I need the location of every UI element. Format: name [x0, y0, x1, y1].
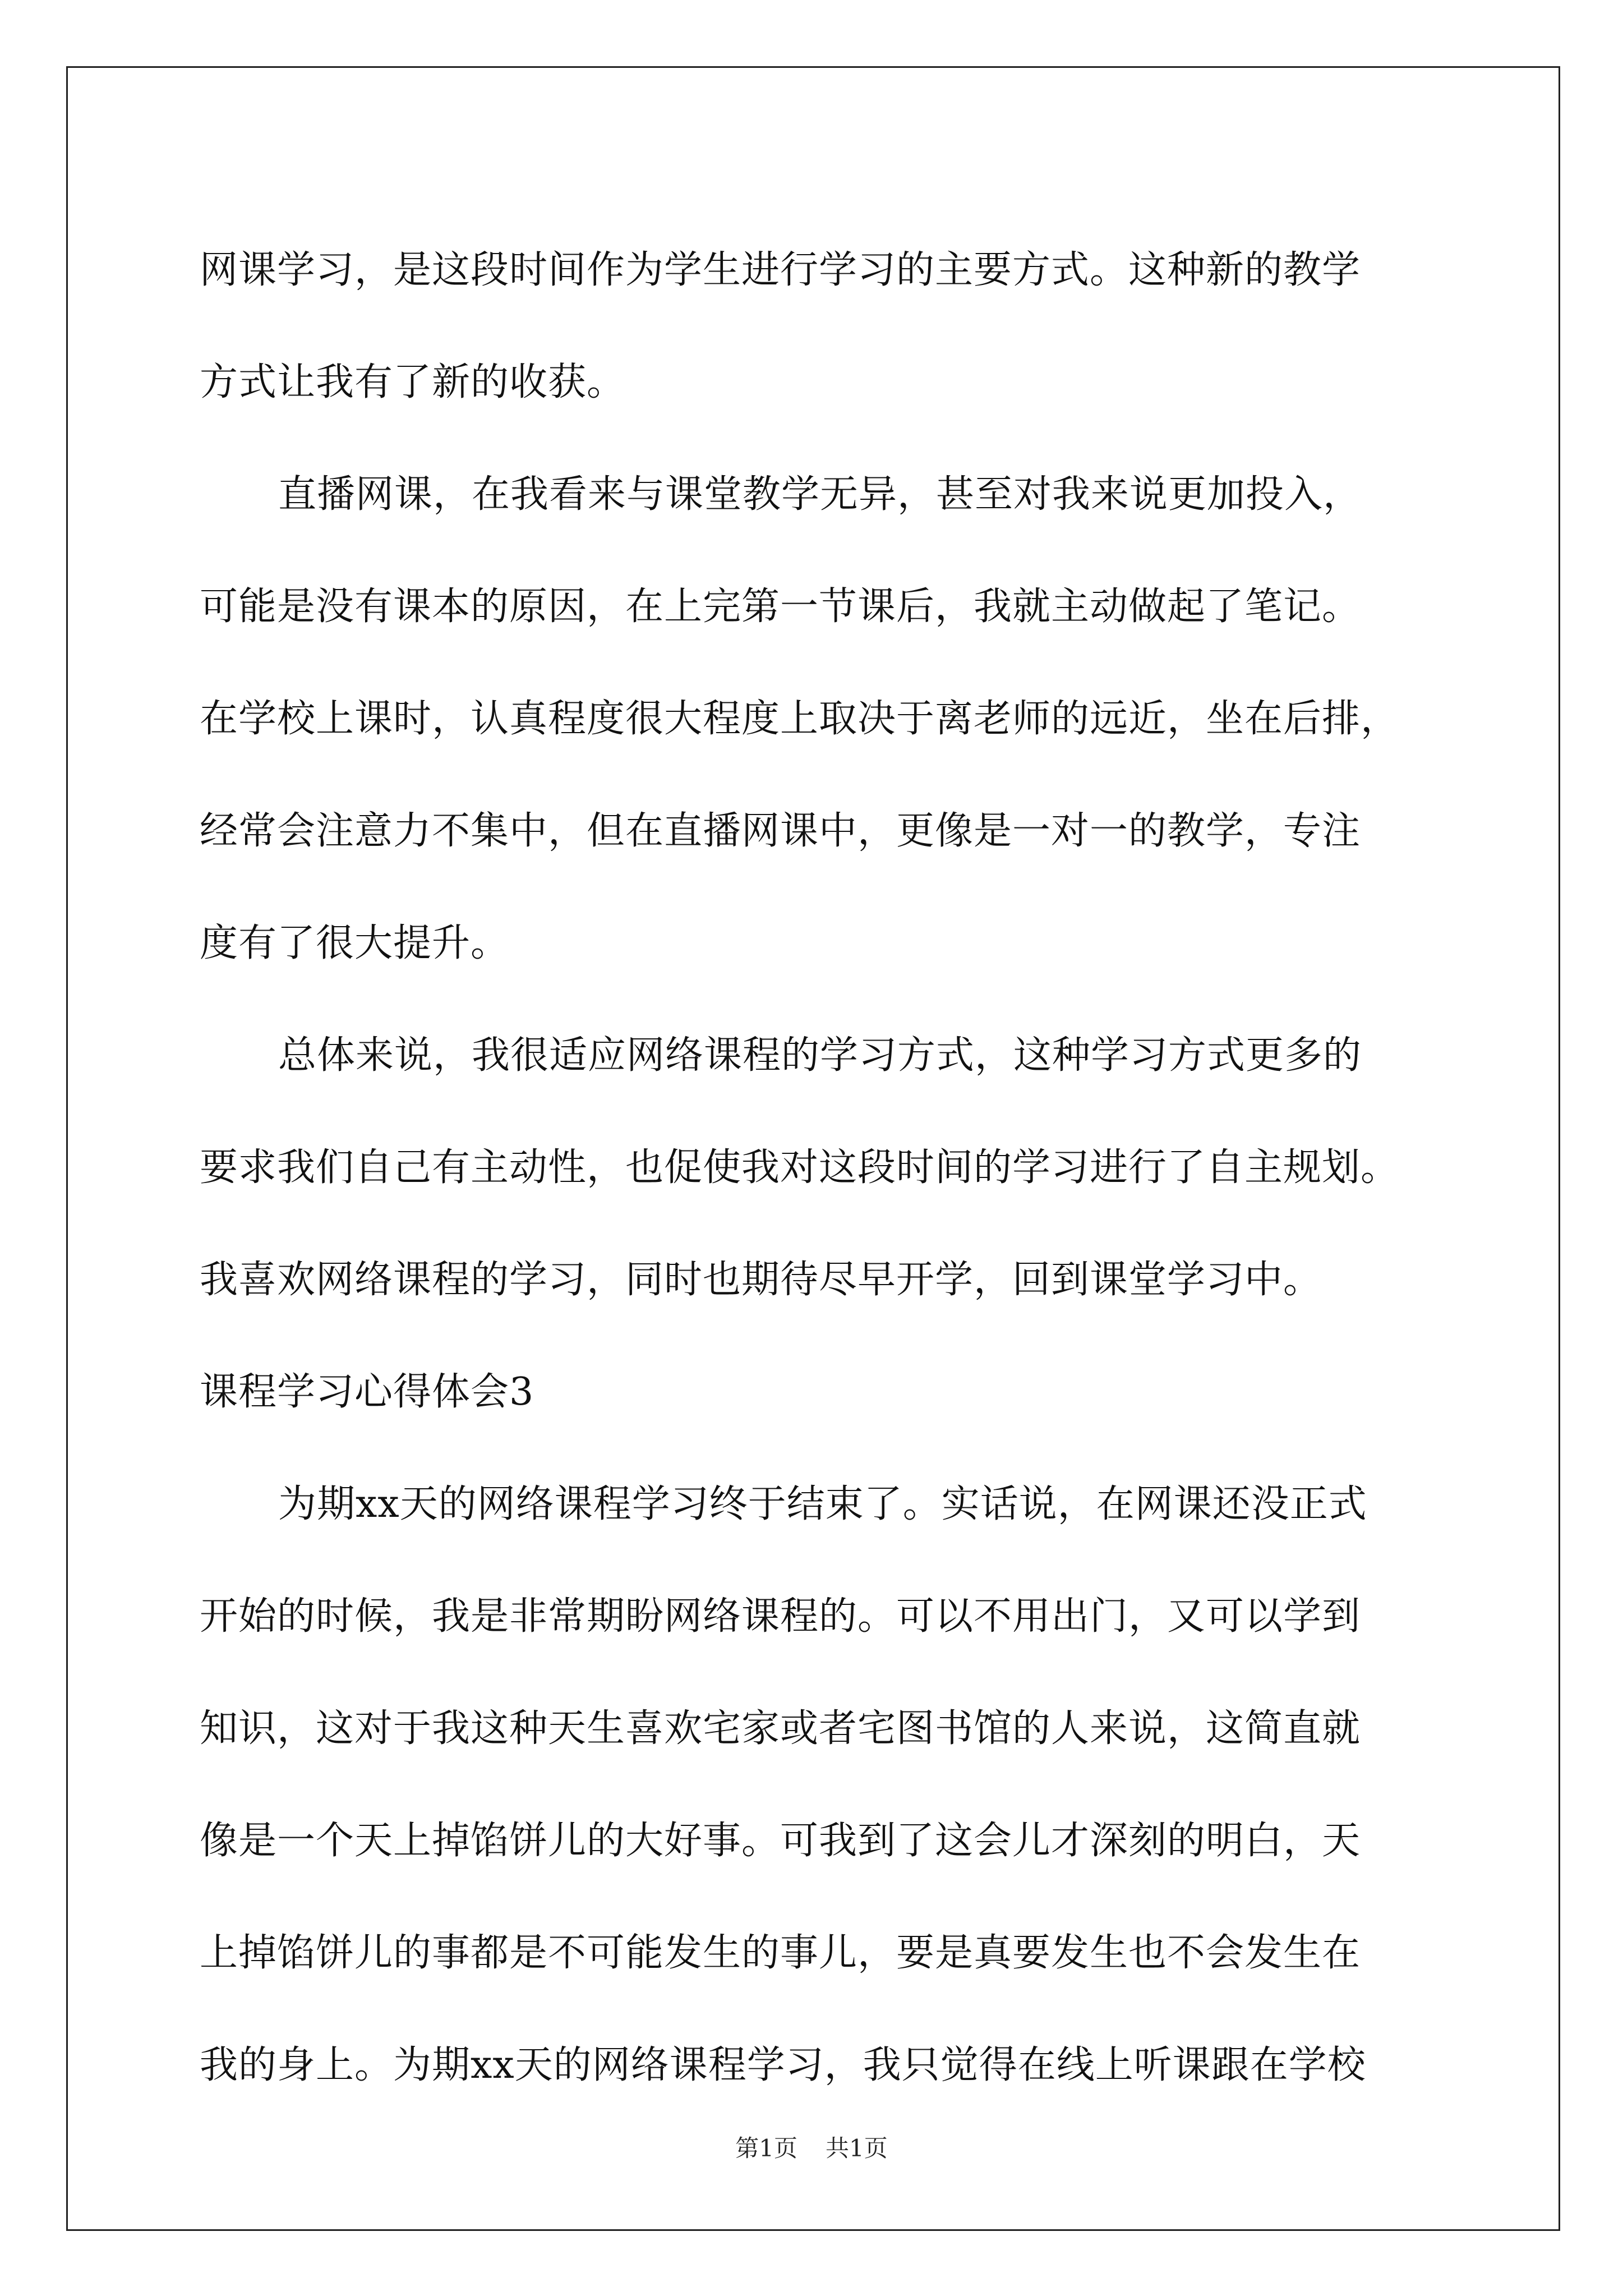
- paragraph-start-line: 总体来说，我很适应网络课程的学习方式，这种学习方式更多的: [278, 1033, 1362, 1078]
- paragraph-start-line: 直播网课，在我看来与课堂教学无异，甚至对我来说更加投入，: [278, 472, 1362, 517]
- text-line: 网课学习，是这段时间作为学生进行学习的主要方式。这种新的教学: [200, 248, 1361, 292]
- text-line: 可能是没有课本的原因，在上完第一节课后，我就主动做起了笔记。: [200, 585, 1361, 629]
- text-line: 知识，这对于我这种天生喜欢宅家或者宅图书馆的人来说，这简直就: [200, 1706, 1361, 1751]
- text-line: 上掉馅饼儿的事都是不可能发生的事儿，要是真要发生也不会发生在: [200, 1931, 1361, 1975]
- page-footer: [0, 2132, 1623, 2165]
- text-line: 像是一个天上掉馅饼儿的大好事。可我到了这会儿才深刻的明白，天: [200, 1819, 1361, 1863]
- text-line: 开始的时候，我是非常期盼网络课程的。可以不用出门，又可以学到: [200, 1594, 1361, 1639]
- text-line: 我喜欢网络课程的学习，同时也期待尽早开学，回到课堂学习中。: [200, 1258, 1322, 1302]
- page-number: 第1页: [735, 2134, 797, 2162]
- page-count: 共1页: [826, 2134, 888, 2162]
- text-line: 方式让我有了新的收获。: [200, 360, 626, 404]
- text-line: 要求我们自己有主动性，也促使我对这段时间的学习进行了自主规划。: [200, 1145, 1400, 1190]
- document-body: [200, 214, 1440, 2122]
- text-line: 在学校上课时，认真程度很大程度上取决于离老师的远近，坐在后排，: [200, 697, 1400, 741]
- text-line: 经常会注意力不集中，但在直播网课中，更像是一对一的教学，专注: [200, 809, 1361, 853]
- text-line: 度有了很大提升。: [200, 921, 510, 965]
- text-line: 我的身上。为期xx天的网络课程学习，我只觉得在线上听课跟在学校: [200, 2043, 1366, 2087]
- section-heading: 课程学习心得体会3: [200, 1370, 534, 1414]
- paragraph-start-line: 为期xx天的网络课程学习终于结束了。实话说，在网课还没正式: [278, 1482, 1367, 1526]
